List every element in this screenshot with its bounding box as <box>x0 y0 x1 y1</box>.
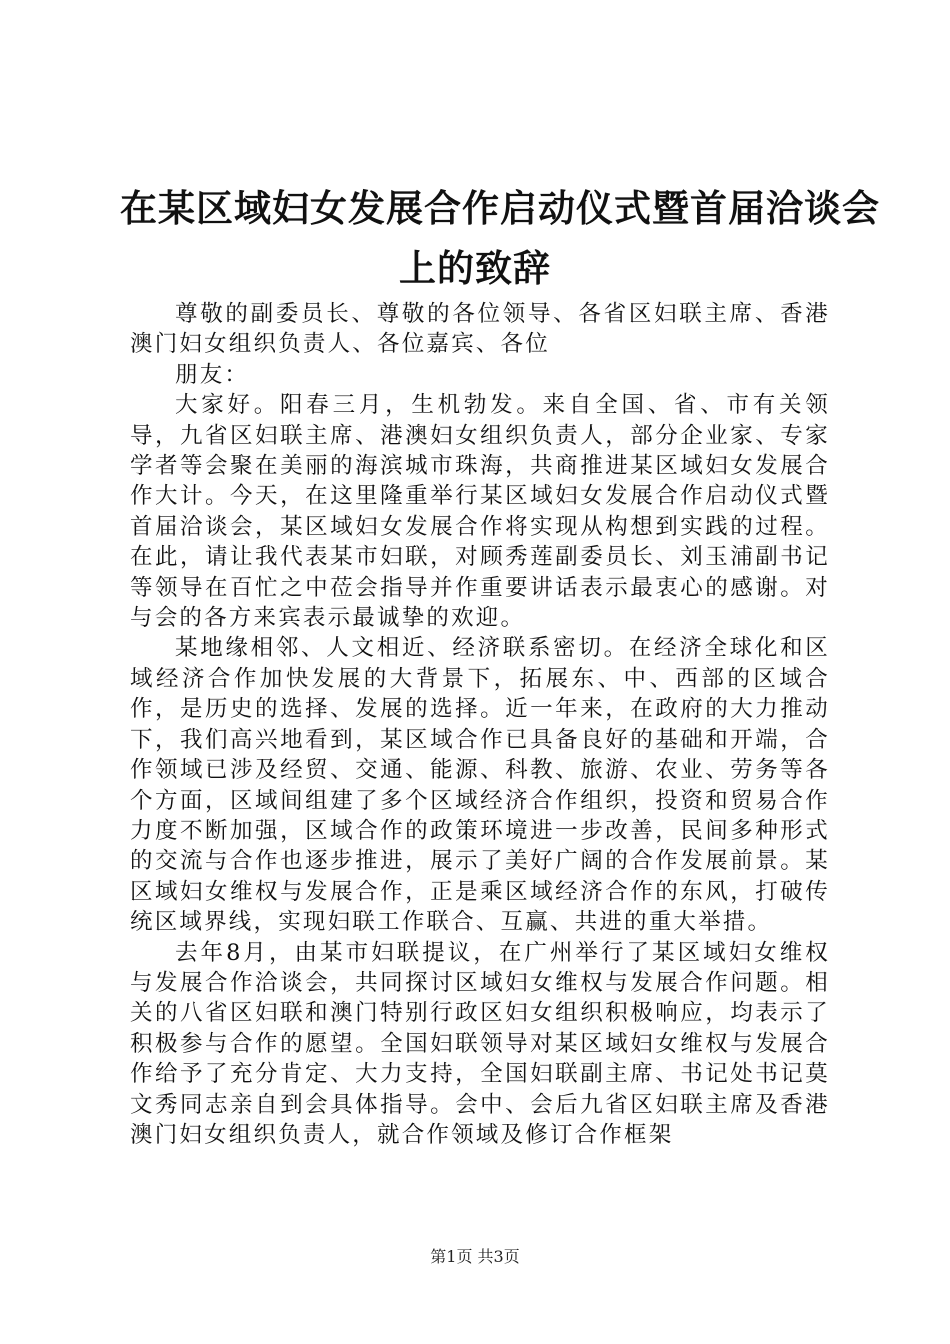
document-title-line-1: 在某区域妇女发展合作启动仪式暨首届洽谈会 <box>120 187 880 230</box>
page-number-footer: 第1页 共3页 <box>430 1247 520 1266</box>
salutation-continuation: 朋友： <box>175 361 250 388</box>
body-paragraph-1: 大家好。阳春三月，生机勃发。来自全国、省、市有关领导，九省区妇联主席、港澳妇女组织负责人，部分企业家、专家学者等会聚在美丽的海滨城市珠海，共商推进某区域妇女发展合作大计。今天，在这里隆重举行某区域妇女发展合作启动仪式暨首届洽谈会，某区域妇女发展合作将实现从构想到实践的过程。在此，请让我代表某市妇联，对顾秀莲副委员长、刘玉浦副书记等领导在百忙之中莅会指导并作重要讲话表示最衷心的感谢。对与会的各方来宾表示最诚挚的欢迎。 <box>130 392 830 632</box>
document-title-line-2: 上的致辞 <box>399 247 551 290</box>
body-paragraph-3: 去年8月，由某市妇联提议，在广州举行了某区域妇女维权与发展合作洽谈会，共同探讨区域妇女维权与发展合作问题。相关的八省区妇联和澳门特别行政区妇女组织积极响应，均表示了积极参与合作的愿望。全国妇联领导对某区域妇女维权与发展合作给予了充分肯定、大力支持，全国妇联副主席、书记处书记莫文秀同志亲自到会具体指导。会中、会后九省区妇联主席及香港澳门妇女组织负责人，就合作领域及修订合作框架 <box>130 939 830 1148</box>
salutation-paragraph: 尊敬的副委员长、尊敬的各位领导、各省区妇联主席、香港澳门妇女组织负责人、各位嘉宾、各位 <box>130 301 830 358</box>
body-paragraph-2: 某地缘相邻、人文相近、经济联系密切。在经济全球化和区域经济合作加快发展的大背景下，拓展东、中、西部的区域合作，是历史的选择、发展的选择。近一年来，在政府的大力推动下，我们高兴地看到，某区域合作已具备良好的基础和开端，合作领域已涉及经贸、交通、能源、科教、旅游、农业、劳务等各个方面，区域间组建了多个区域经济合作组织，投资和贸易合作力度不断加强，区域合作的政策环境进一步改善，民间多种形式的交流与合作也逐步推进，展示了美好广阔的合作发展前景。某区域妇女维权与发展合作，正是乘区域经济合作的东风，打破传统区域界线，实现妇联工作联合、互赢、共进的重大举措。 <box>130 635 830 936</box>
document-body <box>130 299 830 1150</box>
